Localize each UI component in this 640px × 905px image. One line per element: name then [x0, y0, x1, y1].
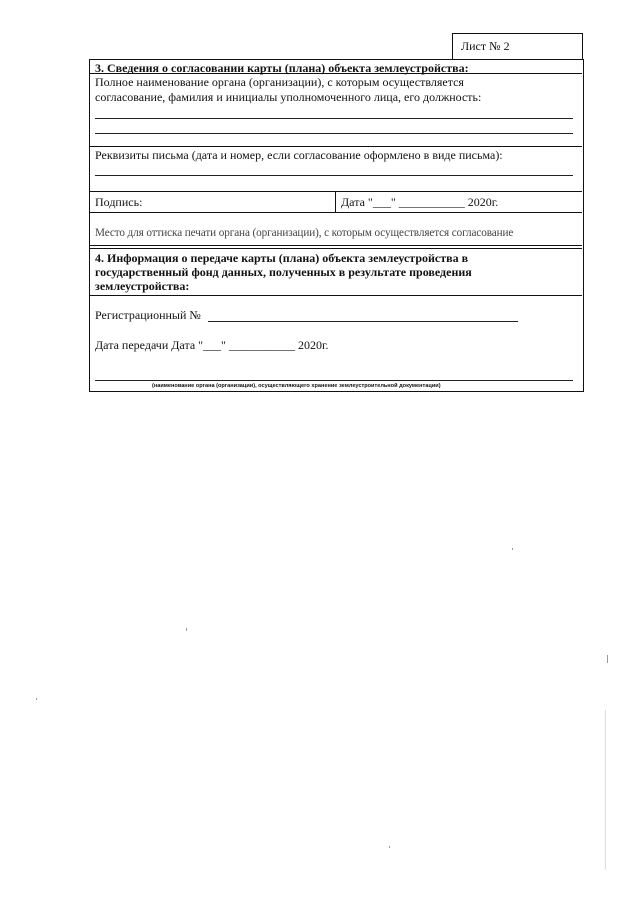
storage-organization-fill-line[interactable]: [95, 380, 573, 381]
section4-title-line3: землеустройства:: [95, 279, 190, 293]
scan-speck: [36, 698, 37, 700]
transfer-date-field[interactable]: Дата передачи Дата "___" ___________ 2020г.: [95, 338, 329, 352]
authority-fill-line-2[interactable]: [95, 133, 573, 134]
stamp-place-note: Место для оттиска печати органа (организации), с которым осуществляется согласование: [95, 227, 514, 239]
row-divider: [90, 146, 582, 147]
sheet-number-box: [452, 33, 583, 60]
sheet-number-label: Лист № 2: [461, 39, 510, 53]
registration-number-label: Регистрационный №: [95, 308, 201, 322]
section4-title-line1: 4. Информация о передаче карты (плана) объекта землеустройства в: [95, 251, 469, 265]
scan-speck: [389, 846, 390, 848]
scan-speck: [186, 628, 187, 631]
row-divider: [90, 73, 582, 74]
section-divider: [90, 245, 582, 246]
row-divider: [90, 191, 582, 192]
form-table: [89, 59, 584, 392]
cell-divider: [335, 191, 336, 212]
scan-edge-mark: [605, 710, 606, 870]
storage-organization-caption: (наименование органа (организации), осуществляющего хранение землеустроительной документации): [152, 383, 441, 389]
registration-number-fill-line[interactable]: [208, 321, 518, 322]
authority-label-line2: согласование, фамилия и инициалы уполномоченного лица, его должность:: [95, 90, 482, 104]
authority-fill-line-1[interactable]: [95, 118, 573, 119]
authority-label-line1: Полное наименование органа (организации), с которым осуществляется: [95, 75, 464, 89]
row-divider: [90, 295, 582, 296]
section-divider-double: [90, 248, 582, 249]
letter-details-fill-line[interactable]: [95, 175, 573, 176]
signature-label: Подпись:: [95, 195, 143, 209]
letter-details-label: Реквизиты письма (дата и номер, если согласование оформлено в виде письма):: [95, 148, 503, 162]
row-divider: [90, 212, 582, 213]
section3-title: 3. Сведения о согласовании карты (плана) объекта землеустройства:: [95, 61, 469, 75]
section4-title-line2: государственный фонд данных, полученных в результате проведения: [95, 265, 472, 279]
scan-speck: [607, 655, 608, 663]
approval-date-field[interactable]: Дата "___" ___________ 2020г.: [341, 195, 499, 209]
scan-speck: [512, 548, 513, 550]
